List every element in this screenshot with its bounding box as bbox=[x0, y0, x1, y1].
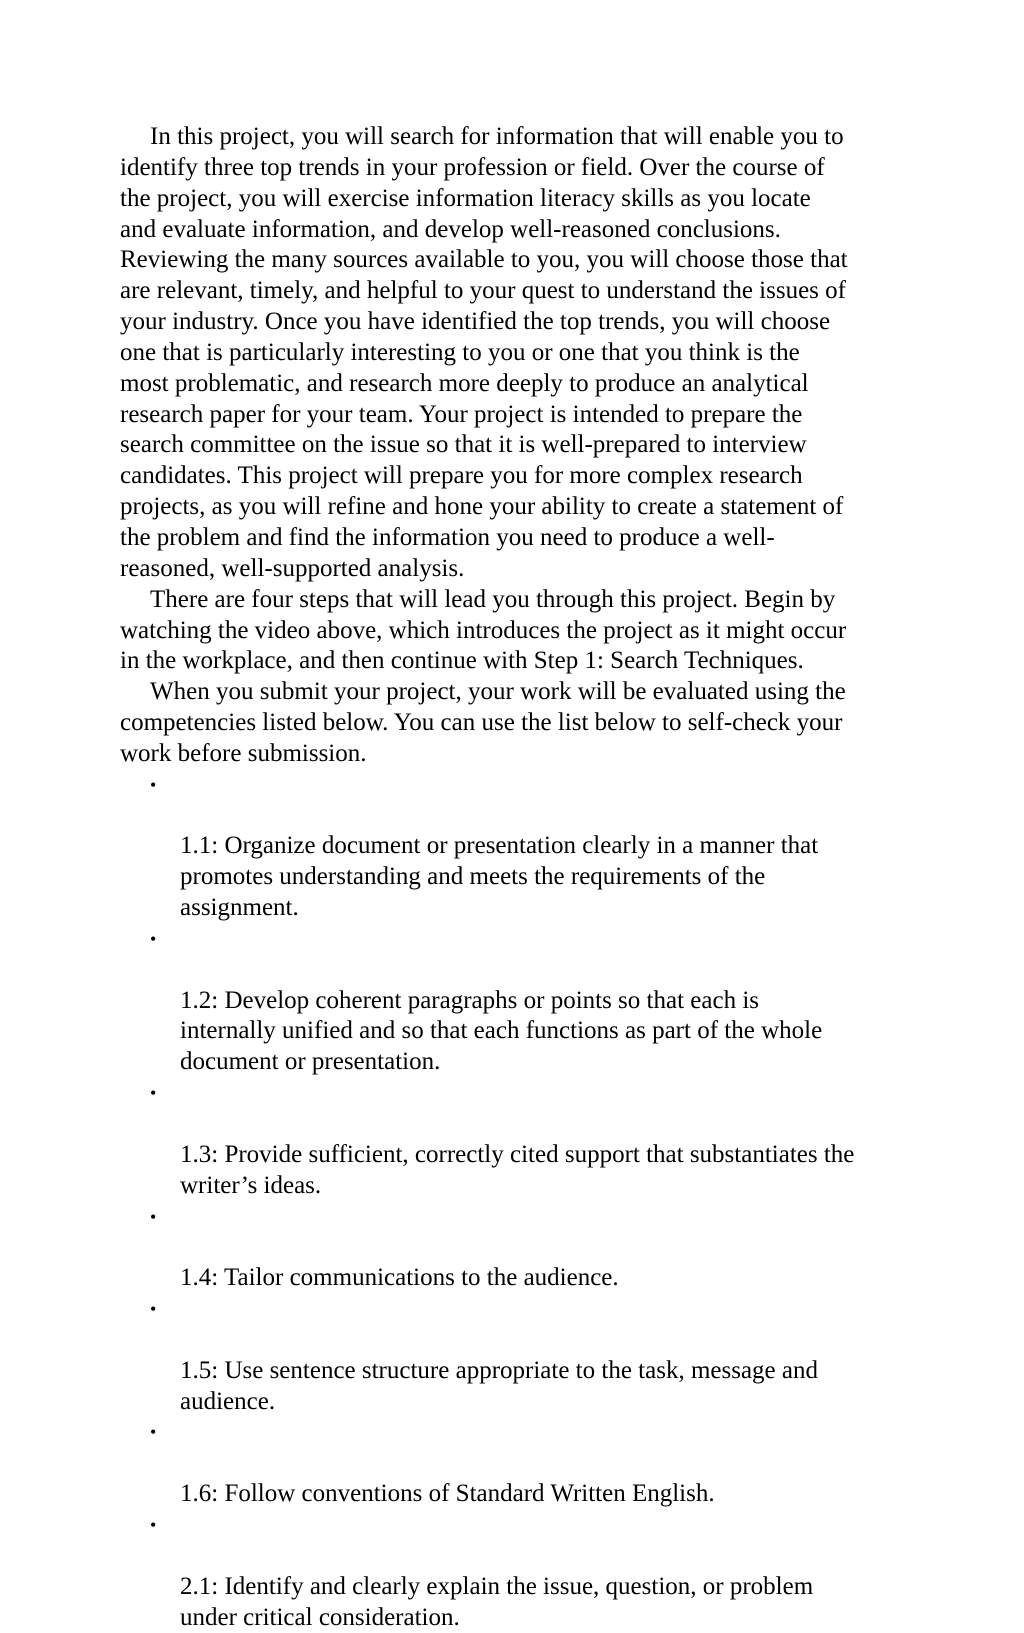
competency-text: 1.5: Use sentence structure appropriate to the task, message and audience. bbox=[180, 1356, 818, 1415]
list-item bbox=[120, 1417, 910, 1510]
bullet-icon: • bbox=[150, 1422, 157, 1443]
competency-text: 1.2: Develop coherent paragraphs or points so that each is internally unified and so that each functions as part of the whole document or presentation. bbox=[180, 986, 823, 1076]
steps-paragraph: There are four steps that will lead you through this project. Begin by watching the video above, which introduces the project as it might occur in the workplace, and then continue with Step 1: Search Techniques. bbox=[120, 585, 847, 675]
bullet-icon: • bbox=[150, 1299, 157, 1320]
bullet-icon: • bbox=[150, 928, 157, 949]
bullet-icon: • bbox=[150, 1206, 157, 1227]
bullet-icon: • bbox=[150, 1083, 157, 1104]
list-item bbox=[120, 770, 910, 924]
bullet-icon: • bbox=[150, 1514, 157, 1535]
competency-text: 1.3: Provide sufficient, correctly cited support that substantiates the writer’s ideas. bbox=[180, 1140, 855, 1199]
competency-text: 1.4: Tailor communications to the audience. bbox=[180, 1264, 619, 1292]
competency-text: 2.1: Identify and clearly explain the issue, question, or problem under critical consideration. bbox=[180, 1572, 814, 1631]
document-page bbox=[120, 122, 910, 1633]
competency-text: 1.1: Organize document or presentation clearly in a manner that promotes understanding and meets the requirements of the assignment. bbox=[180, 832, 819, 922]
list-item bbox=[120, 1202, 910, 1295]
competency-list bbox=[120, 770, 910, 1633]
intro-paragraph: In this project, you will search for information that will enable you to identify three top trends in your profession or field. Over the course of the project, you will exercise information literacy skills as you locate and evaluate information, and develop well-reasoned conclusions. Reviewing the many sources available to you, you will choose those that are relevant, timely, and helpful to your quest to understand the issues of your industry. Once you have identified the top trends, you will choose one that is particularly interesting to you or one that you think is the most problematic, and research more deeply to produce an analytical research paper for your team. Your project is intended to prepare the search committee on the issue so that it is well-prepared to interview candidates. This project will prepare you for more complex research projects, as you will refine and hone your ability to create a statement of the problem and find the information you need to produce a well- reasoned, well-supported analysis. bbox=[120, 123, 848, 582]
competency-text: 1.6: Follow conventions of Standard Written English. bbox=[180, 1480, 715, 1508]
evaluation-paragraph: When you submit your project, your work will be evaluated using the competencies listed below. You can use the list below to self-check your work before submission. bbox=[120, 678, 846, 767]
list-item bbox=[120, 1078, 910, 1201]
list-item bbox=[120, 1510, 910, 1633]
list-item bbox=[120, 924, 910, 1078]
list-item bbox=[120, 1294, 910, 1417]
bullet-icon: • bbox=[150, 774, 157, 795]
